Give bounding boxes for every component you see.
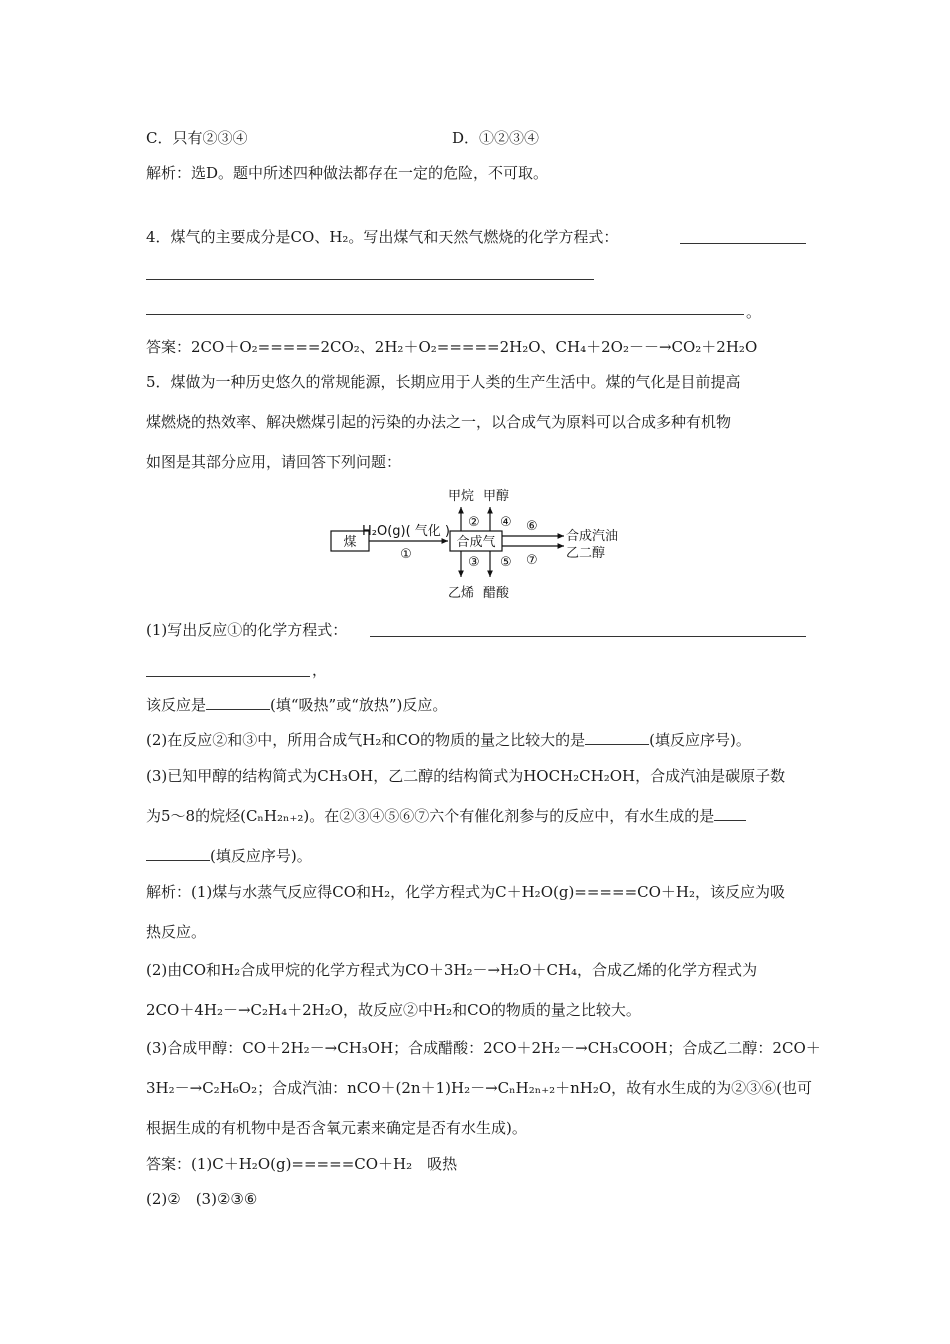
step-7-label: ⑦ [526, 553, 538, 568]
q5-part2-pre: (2)在反应②和③中，所用合成气H₂和CO的物质的量之比较大的是 [146, 731, 586, 749]
q5-intro-1: 5．煤做为一种历史悠久的常规能源，长期应用于人类的生产生活中。煤的气化是目前提高 [146, 373, 741, 391]
q5-analysis-7: 根据生成的有机物中是否含氧元素来确定是否有水生成)。 [146, 1119, 527, 1137]
q5-part2-post: (填反应序号)。 [649, 731, 751, 749]
q5-part2-blank [585, 730, 649, 745]
reaction-flow-diagram [320, 485, 630, 605]
coal-label: 煤 [343, 535, 357, 550]
gasify-label: H₂O(g)( 气化 ) [361, 524, 451, 539]
q5-part1-b-post: (填“吸热”或“放热”)反应。 [270, 696, 448, 714]
q4-blank-1 [680, 243, 806, 244]
q4-blank-3 [146, 314, 744, 315]
q5-part3-blank-a [714, 806, 746, 821]
q5-analysis-2: 热反应。 [146, 923, 207, 941]
glycol-label: 乙二醇 [566, 546, 606, 561]
q4-answer: 答案：2CO＋O₂=====2CO₂、2H₂＋O₂=====2H₂O、CH₄＋2O₂－－→CO₂＋2H₂O [146, 338, 758, 356]
q5-part1-blank-b [146, 676, 310, 677]
gasoline-label: 合成汽油 [566, 529, 619, 544]
q4-end-mark: 。 [746, 303, 762, 321]
option-d: D．①②③④ [452, 129, 540, 147]
q3-analysis: 解析：选D。题中所述四种做法都存在一定的危险，不可取。 [146, 164, 549, 182]
ethylene-label: 乙烯 [447, 586, 475, 601]
q5-analysis-6: 3H₂－→C₂H₆O₂；合成汽油：nCO＋(2n＋1)H₂－→CₙH₂ₙ₊₂＋nH₂O，故有水生成的为②③⑥(也可 [146, 1079, 813, 1097]
step-6-label: ⑥ [526, 519, 538, 534]
step-4-label: ④ [500, 515, 512, 530]
q5-answer-1: 答案：(1)C＋H₂O(g)=====CO＋H₂ 吸热 [146, 1155, 458, 1173]
q5-analysis-3: (2)由CO和H₂合成甲烷的化学方程式为CO＋3H₂－→H₂O＋CH₄，合成乙烯的化学方程式为 [146, 961, 758, 979]
q5-part1-b-pre: 该反应是 [146, 696, 207, 714]
q5-analysis-5: (3)合成甲醇：CO＋2H₂－→CH₃OH；合成醋酸：2CO＋2H₂－→CH₃COOH；合成乙二醇：2CO＋ [146, 1039, 821, 1057]
q5-part3-line-b: 为5～8的烷烃(CₙH₂ₙ₊₂)。在②③④⑤⑥⑦六个有催化剂参与的反应中，有水生成的是 [146, 807, 715, 825]
q5-part3-blank-b [146, 846, 210, 861]
methane-label: 甲烷 [447, 489, 475, 504]
q5-intro-2: 煤燃烧的热效率、解决燃煤引起的污染的办法之一，以合成气为原料可以合成多种有机物 [146, 413, 732, 431]
methanol-label: 甲醇 [482, 489, 510, 504]
syngas-label: 合成气 [456, 535, 496, 550]
q5-part1-prefix: (1)写出反应①的化学方程式： [146, 621, 348, 639]
step-2-label: ② [468, 515, 480, 530]
option-c: C．只有②③④ [146, 129, 248, 147]
q5-part1-comma: ， [312, 661, 328, 679]
q5-analysis-4: 2CO＋4H₂－→C₂H₄＋2H₂O，故反应②中H₂和CO的物质的量之比较大。 [146, 1001, 641, 1019]
q5-analysis-1: 解析：(1)煤与水蒸气反应得CO和H₂，化学方程式为C＋H₂O(g)=====CO＋H₂，该反应为吸 [146, 883, 786, 901]
q5-part3-line-a: (3)已知甲醇的结构简式为CH₃OH，乙二醇的结构简式为HOCH₂CH₂OH，合成汽油是碳原子数 [146, 767, 786, 785]
step-1-label: ① [400, 547, 412, 562]
q5-part1-b-blank [206, 695, 270, 710]
q4-blank-2 [146, 279, 594, 280]
q5-part3-line-c: (填反应序号)。 [210, 847, 312, 865]
q5-answer-2: (2)② (3)②③⑥ [146, 1190, 258, 1208]
acetic-label: 醋酸 [482, 586, 510, 601]
q4-stem: 4．煤气的主要成分是CO、H₂。写出煤气和天然气燃烧的化学方程式： [146, 228, 619, 246]
q5-intro-3: 如图是其部分应用，请回答下列问题： [146, 453, 402, 471]
q5-part1-blank-a [370, 636, 806, 637]
step-3-label: ③ [468, 555, 480, 570]
step-5-label: ⑤ [500, 555, 512, 570]
